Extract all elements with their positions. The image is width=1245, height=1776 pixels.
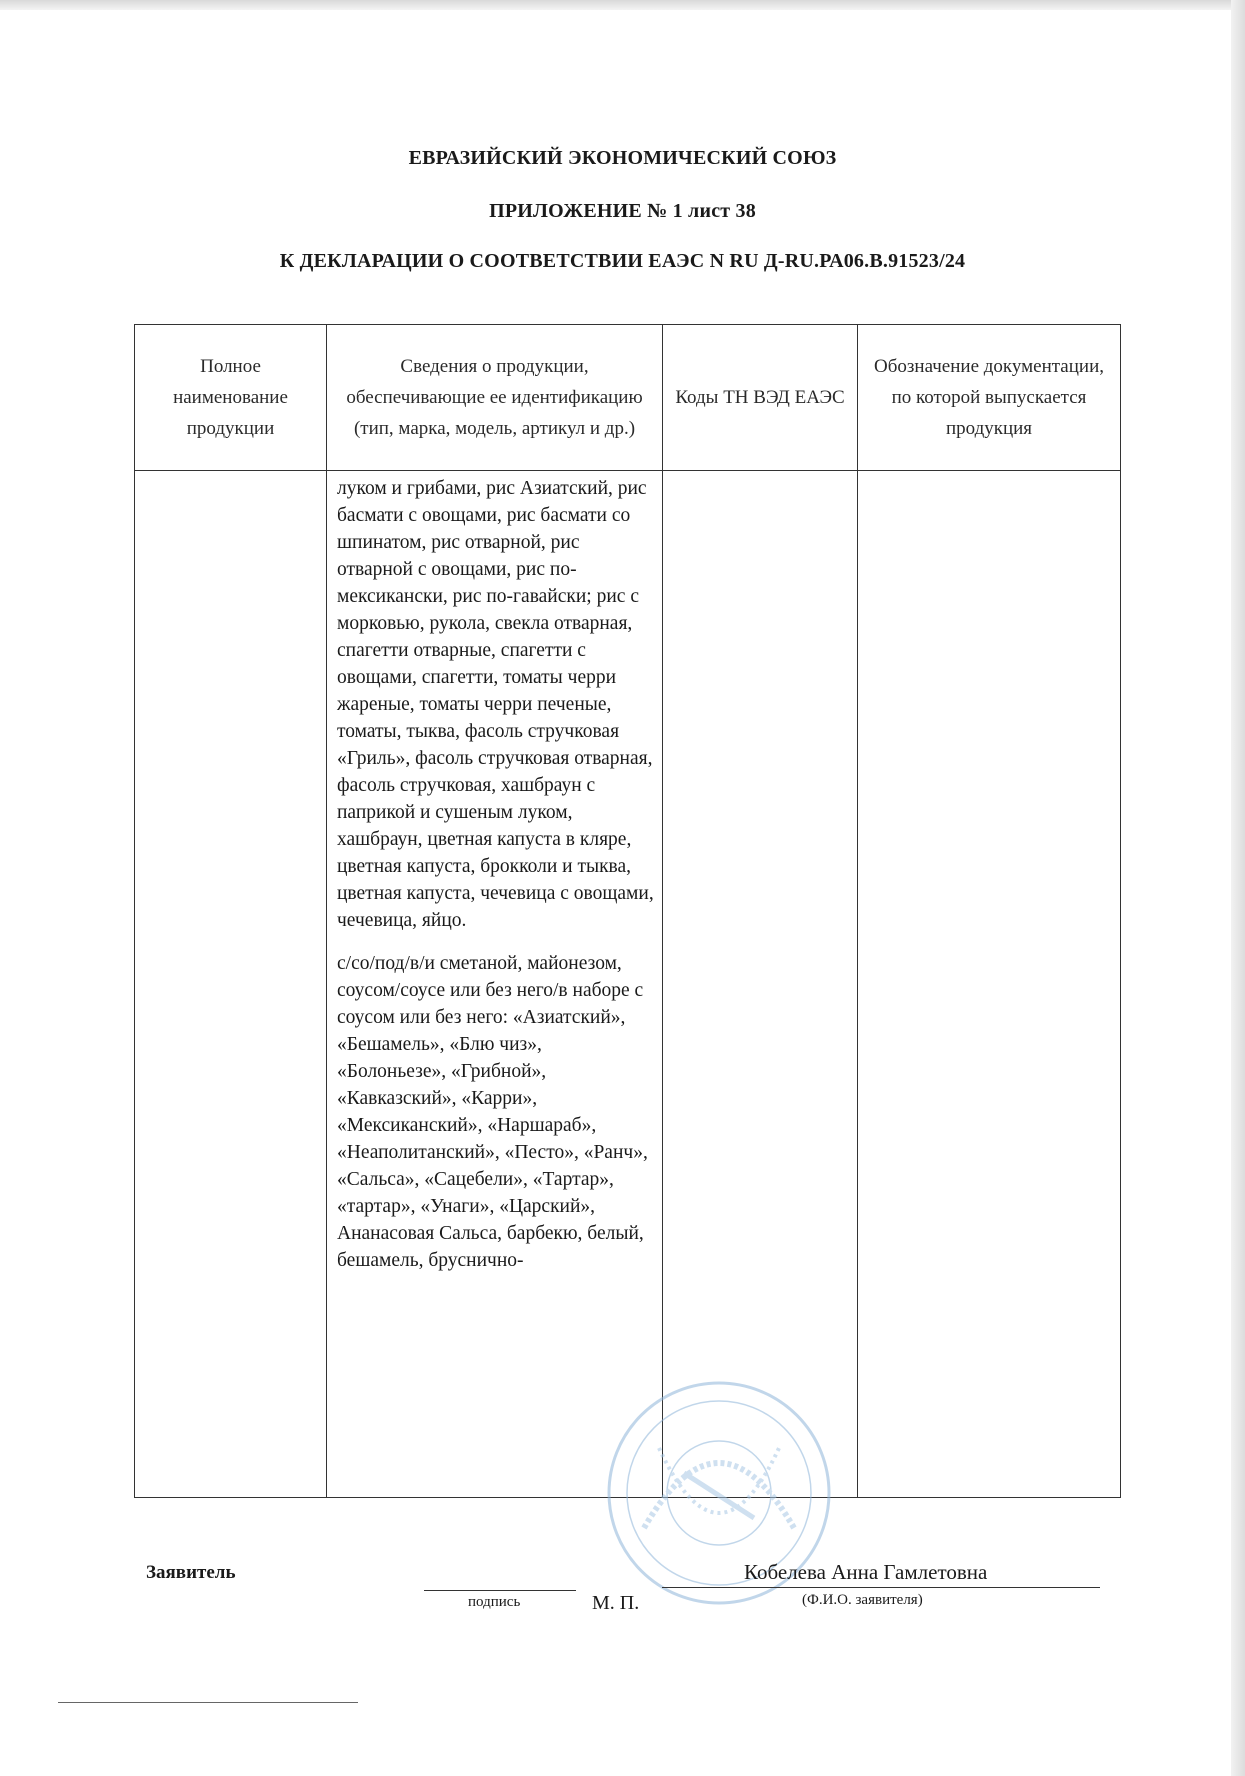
product-name-cell	[135, 471, 327, 1498]
footnote-rule	[58, 1702, 358, 1703]
column-header-identification	[327, 325, 663, 471]
description-paragraph: луком и грибами, рис Азиатский, рис басмати с овощами, рис басмати со шпинатом, рис отварной, рис отварной с овощами, рис по-мексикански, рис по-гавайски; рис с морковью, рукола, свекла отварная, спагетти отварные, спагетти с овощами, спагетти, томаты черри жареные, томаты черри печеные, томаты, тыква, фасоль стручковая «Гриль», фасоль стручковая отварная, фасоль стручковая, хашбраун с паприкой и сушеным луком, хашбраун, цветная капуста в кляре, цветная капуста, брокколи и тыква, цветная капуста, чечевица с овощами, чечевица, яйцо.	[337, 478, 654, 931]
applicant-label: Заявитель	[146, 1562, 236, 1583]
column-header-label: Обозначение документации, по которой выпускается продукция	[874, 356, 1104, 439]
seal-place-label: М. П.	[592, 1592, 640, 1614]
applicant-name-line	[662, 1587, 1100, 1588]
applicant-name: Кобелева Анна Гамлетовна	[744, 1560, 988, 1584]
column-header-label: Коды ТН ВЭД ЕАЭС	[675, 387, 845, 408]
codes-cell	[663, 471, 858, 1498]
union-title: ЕВРАЗИЙСКИЙ ЭКОНОМИЧЕСКИЙ СОЮЗ	[408, 147, 837, 169]
table-row	[135, 471, 1121, 1498]
column-header-label: Полное наименование продукции	[173, 356, 288, 439]
column-header-documentation	[858, 325, 1121, 471]
column-header-product-name	[135, 325, 327, 471]
product-table	[134, 324, 1121, 1498]
product-description-cell	[327, 471, 663, 1498]
applicant-name-caption: (Ф.И.О. заявителя)	[802, 1592, 923, 1608]
declaration-title: К ДЕКЛАРАЦИИ О СООТВЕТСТВИИ ЕАЭС N RU Д-RU.РА06.В.91523/24	[279, 250, 966, 272]
signature-caption: подпись	[468, 1594, 521, 1610]
column-header-label: Сведения о продукции, обеспечивающие ее идентификацию (тип, марка, модель, артикул и др.)	[346, 356, 643, 439]
documentation-cell	[858, 471, 1121, 1498]
table-header-row	[135, 325, 1121, 471]
description-paragraph: с/со/под/в/и сметаной, майонезом, соусом/соусе или без него/в наборе с соусом или без него: «Азиатский», «Бешамель», «Блю чиз», «Болоньезе», «Грибной», «Кавказский», «Карри», «Мексиканский», «Наршараб», «Неаполитанский», «Песто», «Ранч», «Сальса», «Сацебели», «Тартар», «тартар», «Унаги», «Царский», Ананасовая Сальса, барбекю, белый, бешамель, бруснично-	[337, 953, 648, 1271]
signature-line	[424, 1590, 576, 1591]
column-header-codes	[663, 325, 858, 471]
appendix-title: ПРИЛОЖЕНИЕ № 1 лист 38	[489, 200, 756, 222]
scan-edge-top	[0, 0, 1245, 10]
